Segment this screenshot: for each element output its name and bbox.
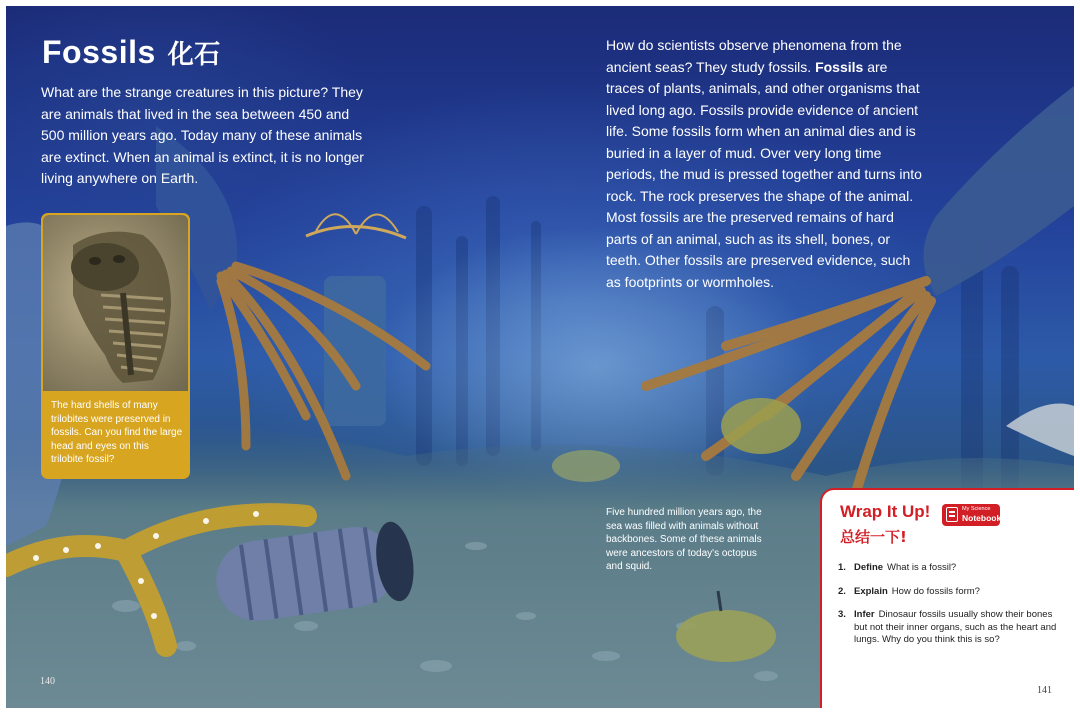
fossils-paragraph xyxy=(606,35,926,293)
notebook-label-small: My Science xyxy=(962,506,991,512)
page-number-right: 141 xyxy=(1037,685,1052,696)
trilobite-photo-card xyxy=(41,213,190,479)
trilobite-fossil-photo xyxy=(43,215,188,391)
question-text: What is a fossil? xyxy=(887,562,957,573)
trilobite-fossil-image xyxy=(43,215,188,391)
scene-caption: Five hundred million years ago, the sea was filled with animals without backbones. Some of these animals were ancestors of today's octopus and squid. xyxy=(606,507,762,572)
question-item xyxy=(838,586,1058,599)
question-keyword: Explain xyxy=(854,585,888,597)
science-notebook-badge[interactable] xyxy=(942,504,1000,526)
keyword-fossils: Fossils xyxy=(815,58,864,75)
question-text: Dinosaur fossils usually show their bones but not their inner organs, such as the heart and lungs. Why do you think this is so? xyxy=(854,609,1057,645)
page-number-left: 140 xyxy=(40,676,55,687)
photo-caption: The hard shells of many trilobites were preserved in fossils. Can you find the large head and eyes on this trilobite fossil? xyxy=(51,400,183,465)
question-text: How do fossils form? xyxy=(891,585,980,597)
question-number: 3. xyxy=(838,609,846,620)
question-item xyxy=(838,609,1058,647)
notebook-icon xyxy=(946,507,958,522)
question-item xyxy=(838,562,1058,575)
question-number: 1. xyxy=(838,562,846,573)
intro-paragraph: What are the strange creatures in this picture? They are animals that lived in the sea between 450 and 500 million years ago. Today many of these animals are extinct. When an animal is extinct, it is no longer living anywhere on Earth. xyxy=(41,84,364,186)
wrap-it-up-title-chinese: 总结一下! xyxy=(840,528,907,546)
title-english: Fossils xyxy=(42,34,156,70)
question-list xyxy=(838,562,1058,658)
page-title xyxy=(42,34,221,71)
paragraph-body: are traces of plants, animals, and other organisms that lived long ago. Fossils provide evidence of ancient life. Some fossils form when an animal dies and is buried in a layer of mud. Over very long time periods, the mud is pressed together and turns into rock. The rock preserves the shape of the animal. Most fossils are the preserved remains of hard parts of an animal, such as its shell, bones, or teeth. Other fossils are preserved evidence, such as footprints or wormholes. xyxy=(606,58,922,290)
question-number: 2. xyxy=(838,585,846,597)
question-keyword: Define xyxy=(854,562,884,573)
title-chinese: 化石 xyxy=(167,40,221,70)
wrap-it-up-box xyxy=(820,488,1074,708)
textbook-spread xyxy=(6,6,1074,708)
paragraph-intro: How do scientists observe phenomena from the ancient seas? They study fossils. xyxy=(606,37,902,75)
notebook-label-big: Notebook xyxy=(962,513,1002,523)
question-keyword: Infer xyxy=(854,609,875,620)
wrap-it-up-title: Wrap It Up! xyxy=(840,502,931,521)
